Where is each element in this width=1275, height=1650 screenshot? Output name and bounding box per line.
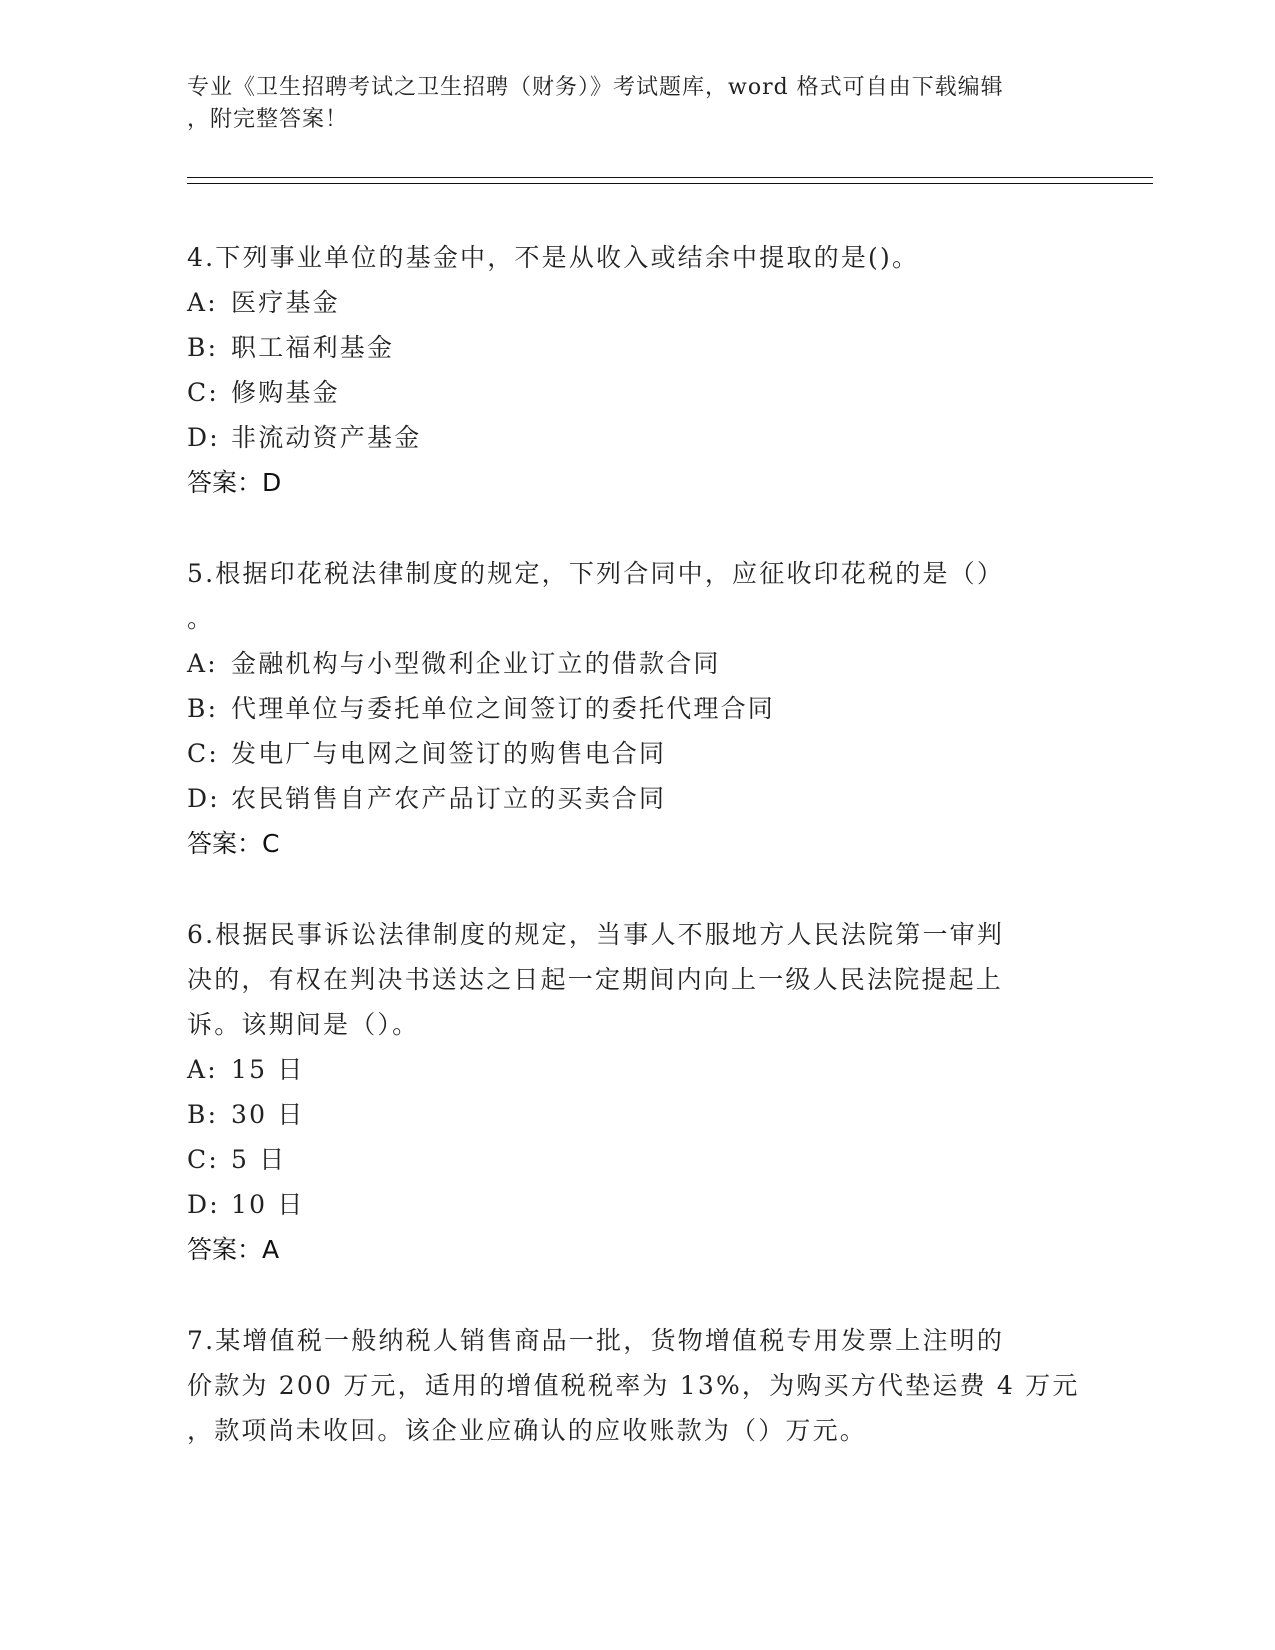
header-divider-top	[187, 177, 1153, 178]
option-letter: D:	[187, 423, 220, 452]
option-letter: D:	[187, 1190, 220, 1219]
option-text: 金融机构与小型微利企业订立的借款合同	[231, 649, 721, 678]
option-letter: C:	[187, 378, 219, 407]
option-letter: C:	[187, 1145, 219, 1174]
question-text: 诉。该期间是（）。	[187, 1010, 420, 1039]
question-text: ，款项尚未收回。该企业应确认的应收账款为（）万元。	[187, 1416, 868, 1445]
answer-option	[187, 325, 1087, 370]
option-text: 职工福利基金	[231, 333, 395, 362]
option-letter: B:	[187, 333, 219, 362]
question-text: 。	[187, 604, 215, 633]
question-text: 5.根据印花税法律制度的规定，下列合同中，应征收印花税的是（）	[187, 559, 1005, 588]
question-text: 价款为 200 万元，适用的增值税税率为 13%，为购买方代垫运费 4 万元	[187, 1371, 1080, 1400]
question-text: 决的，有权在判决书送达之日起一定期间内向上一级人民法院提起上	[187, 965, 1004, 994]
header-line-1: 专业《卫生招聘考试之卫生招聘（财务）》考试题库，word 格式可自由下载编辑	[187, 75, 1004, 100]
option-letter: C:	[187, 739, 219, 768]
option-letter: B:	[187, 694, 219, 723]
question-block	[187, 235, 1087, 505]
option-text: 5 日	[231, 1145, 287, 1174]
option-letter: A:	[187, 649, 218, 678]
option-text: 30 日	[231, 1100, 305, 1129]
document-header	[187, 72, 1067, 136]
question-text: 4.下列事业单位的基金中，不是从收入或结余中提取的是()。	[187, 243, 920, 272]
answer-key: 答案：C	[187, 829, 280, 858]
answer-option	[187, 776, 1087, 821]
question-block	[187, 1318, 1087, 1453]
answer-option	[187, 280, 1087, 325]
answer-key: 答案：D	[187, 468, 282, 497]
answer-key: 答案：A	[187, 1235, 280, 1264]
question-list	[187, 235, 1087, 1499]
option-letter: D:	[187, 784, 220, 813]
answer-option	[187, 641, 1087, 686]
option-letter: B:	[187, 1100, 219, 1129]
header-divider-bottom	[187, 183, 1153, 184]
answer-option	[187, 1092, 1087, 1137]
answer-option	[187, 731, 1087, 776]
answer-option	[187, 370, 1087, 415]
option-text: 非流动资产基金	[231, 423, 422, 452]
option-text: 农民销售自产农产品订立的买卖合同	[231, 784, 667, 813]
option-text: 15 日	[231, 1055, 305, 1084]
option-text: 发电厂与电网之间签订的购售电合同	[231, 739, 667, 768]
answer-option	[187, 686, 1087, 731]
option-text: 修购基金	[231, 378, 340, 407]
option-letter: A:	[187, 288, 218, 317]
option-text: 代理单位与委托单位之间签订的委托代理合同	[231, 694, 776, 723]
question-text: 7.某增值税一般纳税人销售商品一批，货物增值税专用发票上注明的	[187, 1326, 1005, 1355]
answer-option	[187, 1137, 1087, 1182]
question-block	[187, 551, 1087, 866]
answer-option	[187, 1182, 1087, 1227]
option-text: 10 日	[231, 1190, 305, 1219]
answer-option	[187, 1047, 1087, 1092]
option-text: 医疗基金	[231, 288, 340, 317]
question-block	[187, 912, 1087, 1272]
answer-option	[187, 415, 1087, 460]
header-line-2: ，附完整答案！	[187, 107, 349, 132]
question-text: 6.根据民事诉讼法律制度的规定，当事人不服地方人民法院第一审判	[187, 920, 1005, 949]
option-letter: A:	[187, 1055, 218, 1084]
